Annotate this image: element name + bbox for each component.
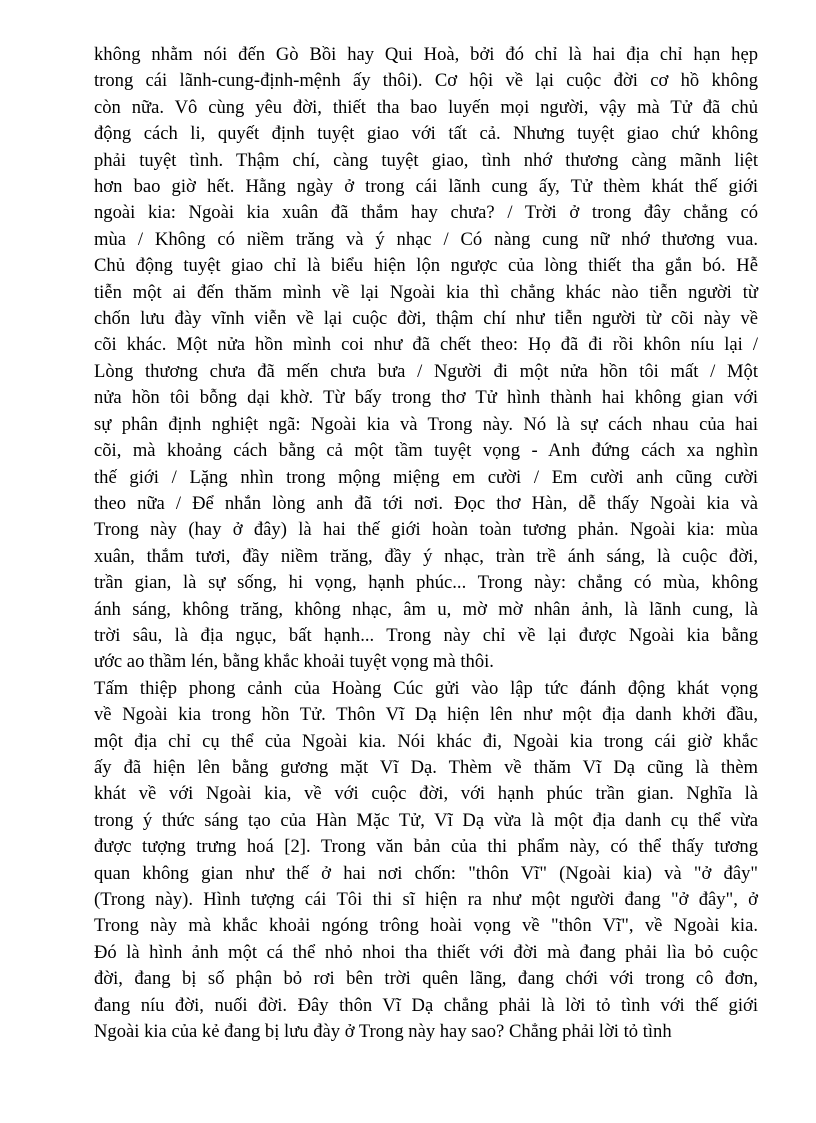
text-line: cõi khác. Một nửa hồn mình coi như đã chết theo: Họ đã đi rồi khôn níu lại / <box>94 334 758 356</box>
text-line: Tấm thiệp phong cảnh của Hoàng Cúc gửi vào lập tức đánh động khát vọng <box>94 677 758 699</box>
text-line: Trong này mà khắc khoải ngóng trông hoài vọng về "thôn Vĩ", về Ngoài kia. <box>94 915 758 937</box>
text-line: chốn lưu đày vĩnh viễn về lại cuộc đời, thậm chí như tiễn người từ cõi này về <box>94 308 758 330</box>
text-line: còn nữa. Vô cùng yêu đời, thiết tha bao luyến mọi người, vậy mà Tử đã chủ <box>94 96 758 118</box>
text-line: trời sâu, là địa ngục, bất hạnh... Trong này chỉ về lại được Ngoài kia bằng <box>94 624 758 646</box>
text-line: thế giới / Lặng nhìn trong mộng miệng em cười / Em cười anh cũng cười <box>94 466 758 488</box>
text-line: ấy đã hiện lên bằng gương mặt Vĩ Dạ. Thèm về thăm Vĩ Dạ cũng là thèm <box>94 756 758 778</box>
text-line: khát về với Ngoài kia, về với cuộc đời, với hạnh phúc trần gian. Nghĩa là <box>94 783 758 805</box>
paragraph-2 <box>94 676 758 1046</box>
text-line: Trong này (hay ở đây) là hai thế giới hoàn toàn tương phản. Ngoài kia: mùa <box>94 519 758 541</box>
text-line: một địa chỉ cụ thể của Ngoài kia. Nói khác đi, Ngoài kia trong cái giờ khắc <box>94 730 758 752</box>
text-line: đang níu đời, nuối đời. Đây thôn Vĩ Dạ chẳng phải là lời tỏ tình với thế giới <box>94 994 758 1016</box>
text-line: được tượng trưng hoá [2]. Trong văn bản của thi phẩm này, có thể thấy tương <box>94 836 758 858</box>
document-page <box>94 42 758 1045</box>
text-line: Đó là hình ảnh một cá thể nhỏ nhoi tha thiết với đời mà đang phải lìa bỏ cuộc <box>94 941 758 963</box>
text-line: cõi, mà khoảng cách bằng cả một tầm tuyệt vọng - Anh đứng cách xa nghìn <box>94 440 758 462</box>
text-line: động cách li, quyết định tuyệt giao với tất cả. Nhưng tuyệt giao chứ không <box>94 123 758 145</box>
text-line: Chủ động tuyệt giao chỉ là biểu hiện lộn ngược của lòng thiết tha gắn bó. Hễ <box>94 255 758 277</box>
text-line: xuân, thắm tươi, đầy niềm trăng, đầy ý nhạc, tràn trề ánh sáng, là cuộc đời, <box>94 545 758 567</box>
text-line: (Trong này). Hình tượng cái Tôi thi sĩ hiện ra như một người đang "ở đây", ở <box>94 889 758 910</box>
text-line: đời, đang bị số phận bỏ rơi bên trời quên lãng, đang chới với trong cô đơn, <box>94 968 758 990</box>
text-line: trong cái lãnh-cung-định-mệnh ấy thôi). Cơ hội về lại cuộc đời cơ hồ không <box>94 70 758 92</box>
text-line: Ngoài kia của kẻ đang bị lưu đày ở Trong này hay sao? Chẳng phải lời tỏ tình <box>94 1021 672 1043</box>
text-line: ngoài kia: Ngoài kia xuân đã thắm hay chưa? / Trời ở trong đây chẳng có <box>94 202 758 224</box>
text-line: không nhằm nói đến Gò Bồi hay Qui Hoà, bởi đó chỉ là hai địa chỉ hạn hẹp <box>94 44 758 65</box>
text-line: Lòng thương chưa đã mến chưa bưa / Người đi một nửa hồn tôi mất / Một <box>94 360 758 382</box>
text-line: ước ao thầm lén, bằng khắc khoải tuyệt vọng mà thôi. <box>94 651 494 673</box>
text-line: theo nữa / Để nhắn lòng anh đã tới nơi. Đọc thơ Hàn, dễ thấy Ngoài kia và <box>94 492 758 514</box>
text-line: tiễn một ai đến thăm mình về lại Ngoài kia thì chẳng khác nào tiễn người từ <box>94 281 758 303</box>
text-line: ánh sáng, không trăng, không nhạc, âm u, mờ mờ nhân ảnh, là lãnh cung, là <box>94 598 758 620</box>
text-line: trong ý thức sáng tạo của Hàn Mặc Tử, Vĩ Dạ vừa là một địa danh cụ thể vừa <box>94 809 758 831</box>
text-line: trần gian, là sự sống, hi vọng, hạnh phúc... Trong này: chẳng có mùa, không <box>94 572 758 594</box>
text-line: nửa hồn tôi bỗng dại khờ. Từ bấy trong thơ Tử hình thành hai không gian với <box>94 387 758 409</box>
text-line: phải tuyệt tình. Thậm chí, càng tuyệt giao, tình nhớ thương càng mãnh liệt <box>94 149 758 171</box>
text-line: sự phân định nghiệt ngã: Ngoài kia và Trong này. Nó là sự cách nhau của hai <box>94 413 758 435</box>
text-line: quan không gian như thế ở hai nơi chốn: "thôn Vĩ" (Ngoài kia) và "ở đây" <box>94 862 758 884</box>
text-line: hơn bao giờ hết. Hằng ngày ở trong cái lãnh cung ấy, Tử thèm khát thế giới <box>94 176 758 198</box>
text-line: mùa / Không có niềm trăng và ý nhạc / Có nàng cung nữ nhớ thương vua. <box>94 228 758 250</box>
text-line: về Ngoài kia trong hồn Tử. Thôn Vĩ Dạ hiện lên như một địa danh khởi đầu, <box>94 704 758 726</box>
paragraph-1 <box>94 42 758 676</box>
